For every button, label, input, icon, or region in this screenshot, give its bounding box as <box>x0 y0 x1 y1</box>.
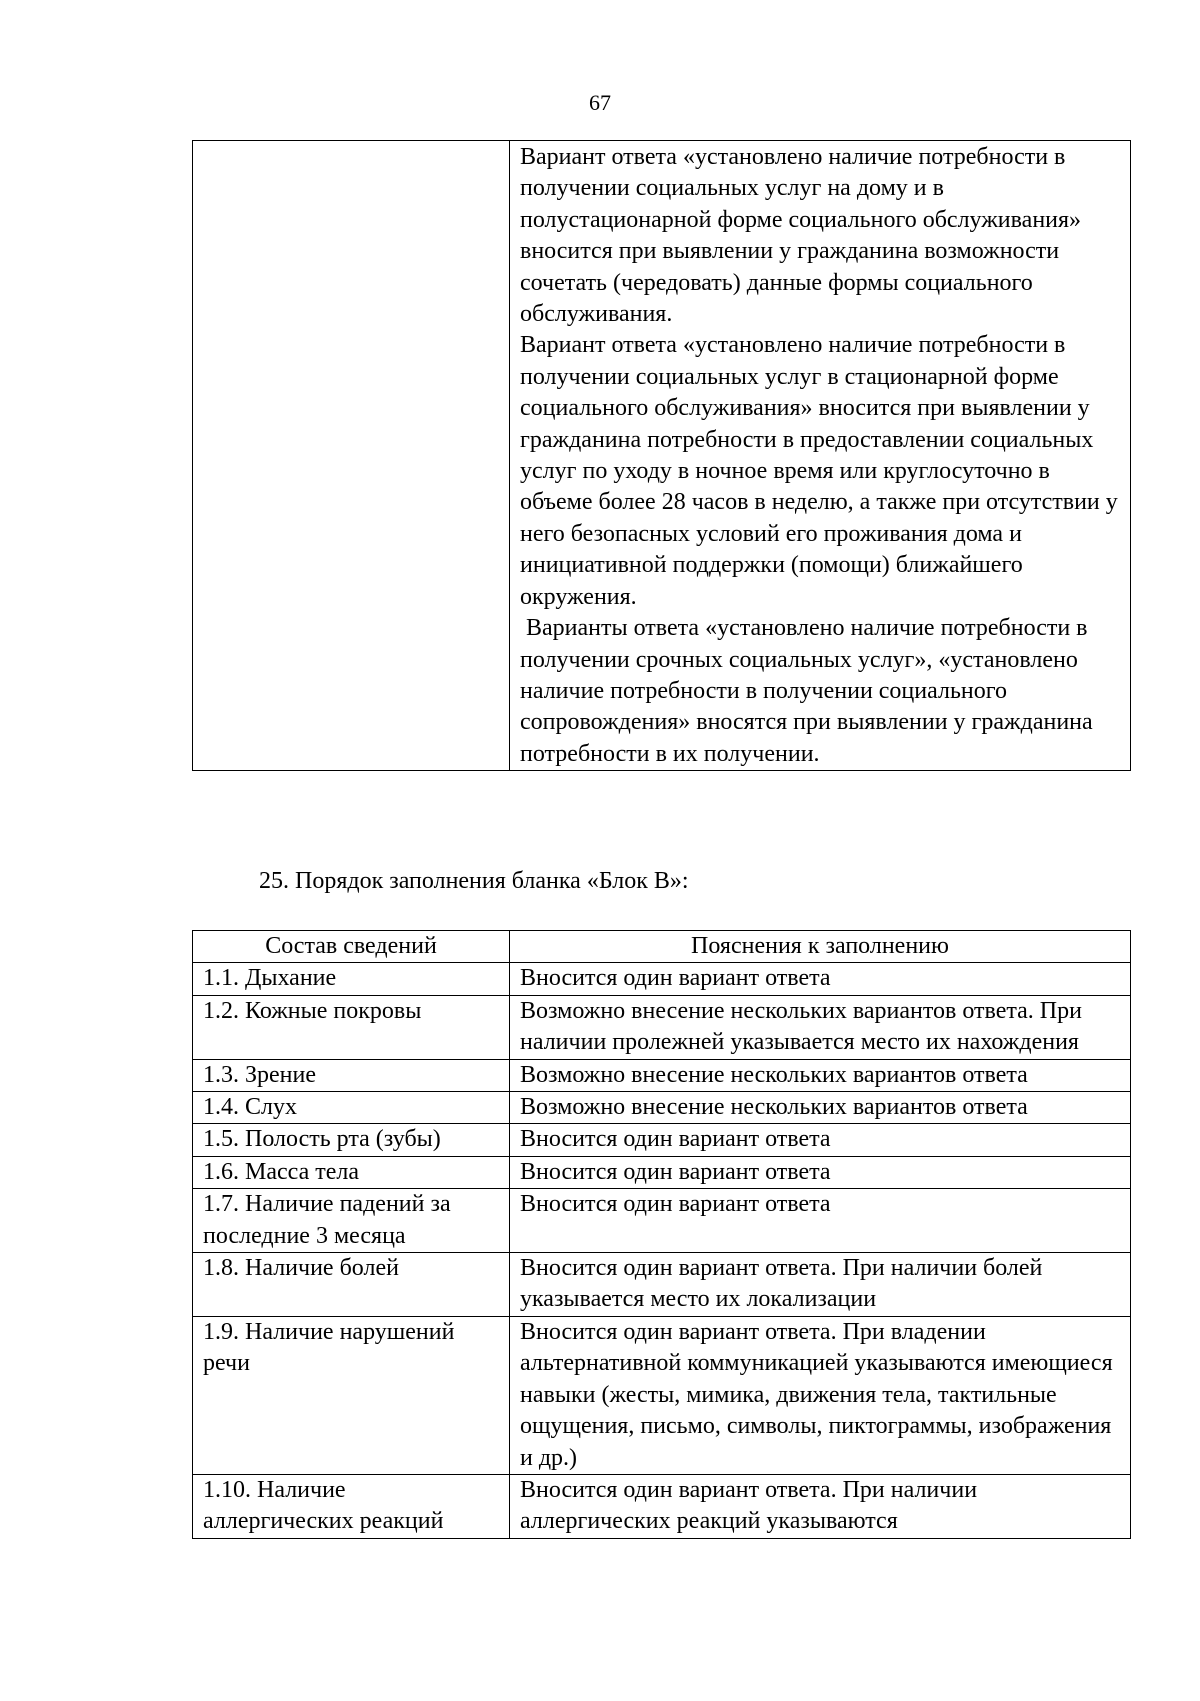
table-row <box>193 1316 1131 1474</box>
table-row <box>193 1156 1131 1188</box>
item-cell: 1.10. Наличие аллергических реакций <box>193 1474 510 1538</box>
table-row <box>193 1059 1131 1091</box>
note-cell: Возможно внесение нескольких вариантов ответа. При наличии пролежней указывается место их нахождения <box>510 995 1131 1059</box>
table-row <box>193 1124 1131 1156</box>
table-row <box>193 1474 1131 1538</box>
item-cell: 1.3. Зрение <box>193 1059 510 1091</box>
block-v-table <box>192 930 1131 1539</box>
continuation-table <box>192 140 1131 771</box>
item-cell: 1.2. Кожные покровы <box>193 995 510 1059</box>
table-row <box>193 995 1131 1059</box>
note-cell: Вносится один вариант ответа. При наличии болей указывается место их локализации <box>510 1253 1131 1317</box>
table-row <box>193 1092 1131 1124</box>
table-row <box>193 1189 1131 1253</box>
item-cell: 1.5. Полость рта (зубы) <box>193 1124 510 1156</box>
item-cell: 1.8. Наличие болей <box>193 1253 510 1317</box>
paragraph-home-semi-stationary: Вариант ответа «установлено наличие потребности в получении социальных услуг на дому и в полустационарной форме социального обслуживания» вносится при выявлении у гражданина возможности сочетать (чередовать) данные формы социального обслуживания. <box>520 144 1082 328</box>
paragraph-stationary: Вариант ответа «установлено наличие потребности в получении социальных услуг в стационарной форме социального обслуживания» вносится при выявлении у гражданина потребности в предоставлении социальных услуг по уходу в ночное время или круглосуточно в объеме более 28 часов в неделю, а также при отсутствии у него безопасных условий его проживания дома и инициативной поддержки (помощи) ближайшего окружения. <box>520 332 1118 610</box>
note-cell: Возможно внесение нескольких вариантов ответа <box>510 1092 1131 1124</box>
item-cell: 1.4. Слух <box>193 1092 510 1124</box>
item-cell: 1.6. Масса тела <box>193 1156 510 1188</box>
column-header-notes: Пояснения к заполнению <box>510 931 1131 963</box>
note-cell: Вносится один вариант ответа. При владении альтернативной коммуникацией указываются имеющиеся навыки (жесты, мимика, движения тела, тактильные ощущения, письмо, символы, пиктограммы, изображения и др.) <box>510 1316 1131 1474</box>
note-cell: Вносится один вариант ответа <box>510 1124 1131 1156</box>
explanation-cell <box>510 141 1131 771</box>
header-row <box>193 931 1131 963</box>
page-number: 67 <box>589 90 611 115</box>
table-row <box>193 141 1131 771</box>
item-cell: 1.9. Наличие нарушений речи <box>193 1316 510 1474</box>
table-row <box>193 963 1131 995</box>
empty-cell <box>193 141 510 771</box>
note-cell: Вносится один вариант ответа <box>510 963 1131 995</box>
section-heading: 25. Порядок заполнения бланка «Блок В»: <box>259 868 689 894</box>
paragraph-urgent-services: Варианты ответа «установлено наличие потребности в получении срочных социальных услуг», «установлено наличие потребности в получении социального сопровождения» вносятся при выявлении у гражданина потребности в их получении. <box>520 615 1093 767</box>
note-cell: Вносится один вариант ответа. При наличии аллергических реакций указываются <box>510 1474 1131 1538</box>
note-cell: Вносится один вариант ответа <box>510 1189 1131 1253</box>
item-cell: 1.1. Дыхание <box>193 963 510 995</box>
item-cell: 1.7. Наличие падений за последние 3 месяца <box>193 1189 510 1253</box>
table-row <box>193 1253 1131 1317</box>
note-cell: Вносится один вариант ответа <box>510 1156 1131 1188</box>
column-header-content: Состав сведений <box>193 931 510 963</box>
note-cell: Возможно внесение нескольких вариантов ответа <box>510 1059 1131 1091</box>
